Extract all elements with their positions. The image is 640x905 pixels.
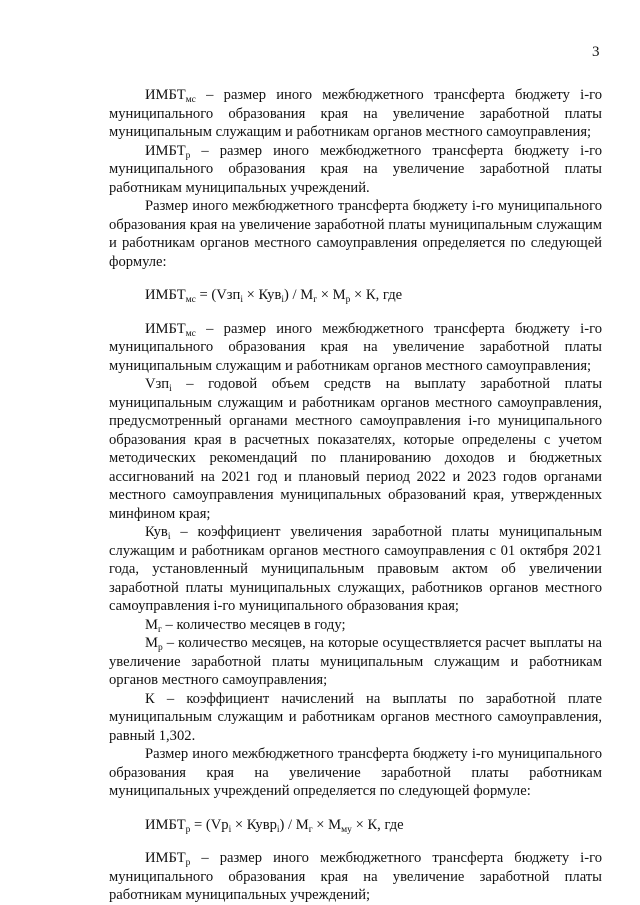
- definition-imbt-ms-2: $ИМБТ_{мс}$ – размер иного межбюджетного трансферта бюджету i-го муниципального образования края на увеличение заработной платы муниципальным служащим и работникам органов местного самоуправления;: [109, 320, 602, 374]
- definition-kuv: Кув$_i$ – коэффициент увеличения заработной платы муниципальным служащим и работникам органов местного самоуправления с 01 октября 2021 года, установленный муниципальным правовым актом об увеличении заработной платы муниципальных служащих, работников органов местного самоуправления i-го муниципального образования края;: [109, 524, 602, 614]
- definition-imbt-ms: $ИМБТ_{мс}$ – размер иного межбюджетного трансферта бюджету i-го муниципального образования края на увеличение заработной платы муниципальным служащим и работникам органов местного самоуправления;: [109, 87, 602, 140]
- definition-imbt-r-2: $ИМБТ_р$ – размер иного межбюджетного трансферта бюджету i-го муниципального образования края на увеличение заработной платы работникам муниципальных учреждений;: [109, 850, 602, 903]
- formula-imbt-ms: $ИМБТ_{мс} = (Vзп_i \times Кув_i) / М_г \times М_р \times К$, где: [145, 287, 403, 305]
- formula-imbt-r: $ИМБТ_р = (Vр_i$ × Кувр$_i$) / $М_г \times М_{му} \times К$, где: [145, 816, 404, 835]
- definition-imbt-r: $ИМБТ_р$ – размер иного межбюджетного трансферта бюджету i-го муниципального образования края на увеличение заработной платы работникам муниципальных учреждений.: [109, 142, 602, 196]
- page-number: 3: [592, 44, 600, 60]
- definition-k: К – коэффициент начислений на выплаты по заработной плате муниципальным служащим и работникам органов местного самоуправления, равный 1,302.: [109, 690, 602, 744]
- definition-mg: $М_г$ – количество месяцев в году;: [145, 616, 346, 635]
- document-body: [109, 86, 602, 905]
- paragraph-formula-intro-2: Размер иного межбюджетного трансферта бюджету i-го муниципального образования края на увеличение заработной платы работникам муниципальных учреждений определяется по следующей формуле:: [109, 746, 602, 799]
- definition-mr: $М_р$ – количество месяцев, на которые осуществляется расчет выплаты на увеличение заработной платы муниципальным служащим и работникам органов местного самоуправления;: [109, 635, 602, 688]
- definition-vzp: Vзп$_i$ – годовой объем средств на выплату заработной платы муниципальным служащим и работникам органов местного самоуправления, предусмотренный органами местного самоуправления i-го муниципального образования края в расчетных показателях, которые определены с учетом методических рекомендаций по планированию доходов и бюджетных ассигнований на 2021 год и плановый период 2022 и 2023 годов органами местного самоуправления муниципальных образований края, утвержденных минфином края;: [109, 376, 602, 522]
- paragraph-formula-intro-1: Размер иного межбюджетного трансферта бюджету i-го муниципального образования края на увеличение заработной платы муниципальным служащим и работникам органов местного самоуправления определяется по следующей формуле:: [109, 198, 602, 270]
